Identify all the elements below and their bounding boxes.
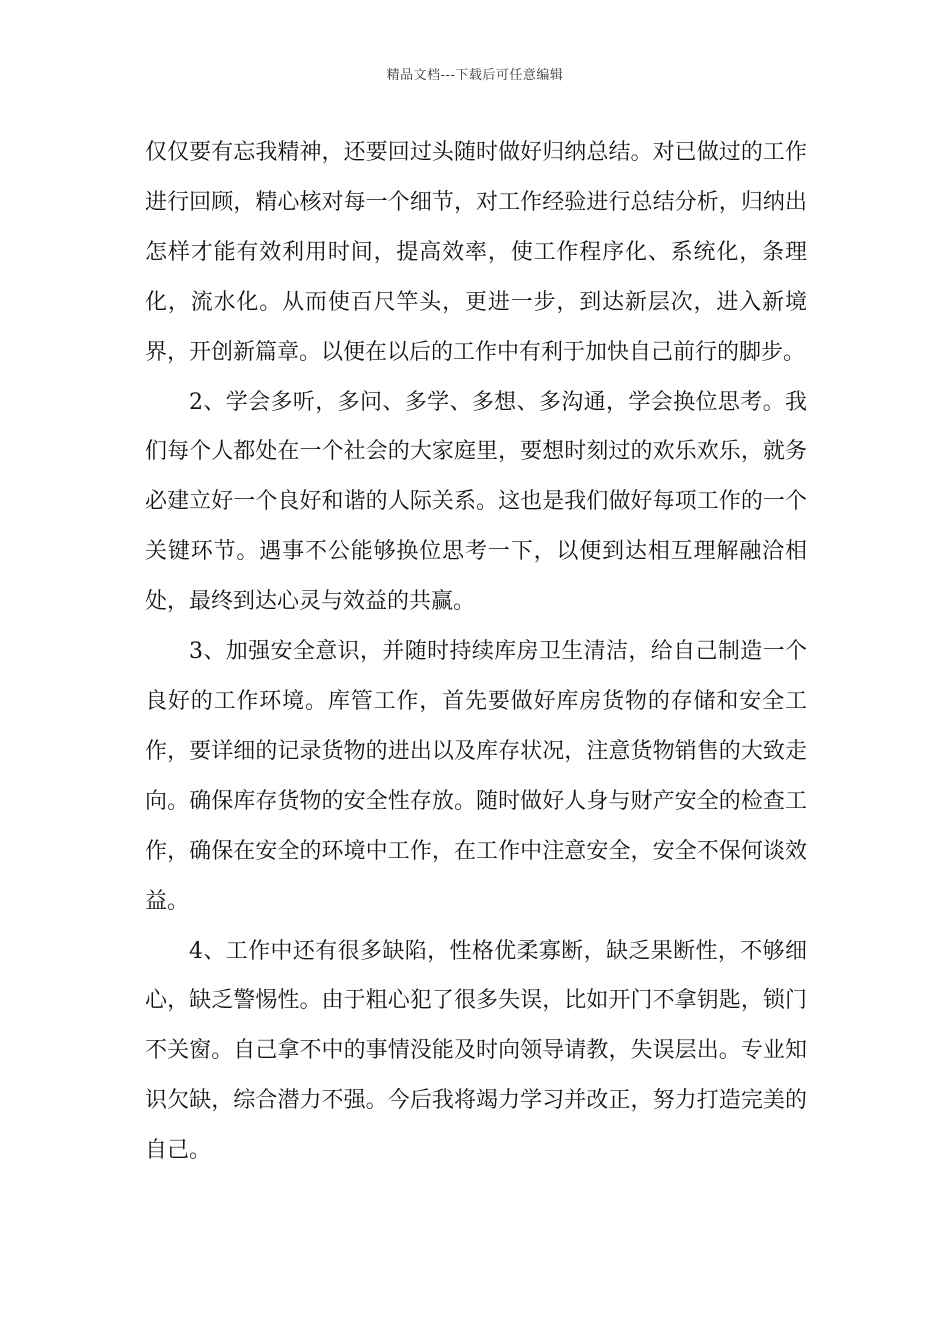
paragraph-continuation: 仅仅要有忘我精神，还要回过头随时做好归纳总结。对已做过的工作进行回顾，精心核对每一个细节，对工作经验进行总结分析，归纳出怎样才能有效利用时间，提高效率，使工作程序化、系统化，条理化，流水化。从而使百尺竿头，更进一步，到达新层次，进入新境界，开创新篇章。以便在以后的工作中有利于加快自己前行的脚步。 <box>145 140 807 365</box>
paragraph-item-2: 2、学会多听，多问、多学、多想、多沟通，学会换位思考。我们每个人都处在一个社会的大家庭里，要想时刻过的欢乐欢乐，就务必建立好一个良好和谐的人际关系。这也是我们做好每项工作的一个关键环节。遇事不公能够换位思考一下，以便到达相互理解融洽相处，最终到达心灵与效益的共赢。 <box>145 389 807 615</box>
paragraph-item-3: 3、加强安全意识，并随时持续库房卫生清洁，给自己制造一个良好的工作环境。库管工作，首先要做好库房货物的存储和安全工作，要详细的记录货物的进出以及库存状况，注意货物销售的大致走向。确保库存货物的安全性存放。随时做好人身与财产安全的检查工作，确保在安全的环境中工作，在工作中注意安全，安全不保何谈效益。 <box>145 639 807 914</box>
paragraph-item-4: 4、工作中还有很多缺陷，性格优柔寡断，缺乏果断性，不够细心，缺乏警惕性。由于粗心犯了很多失误，比如开门不拿钥匙，锁门不关窗。自己拿不中的事情没能及时向领导请教，失误层出。专业知识欠缺，综合潜力不强。今后我将竭力学习并改正，努力打造完美的自己。 <box>145 938 807 1164</box>
document-body <box>145 128 807 1176</box>
page-header: 精品文档---下载后可任意编辑 <box>386 68 564 83</box>
